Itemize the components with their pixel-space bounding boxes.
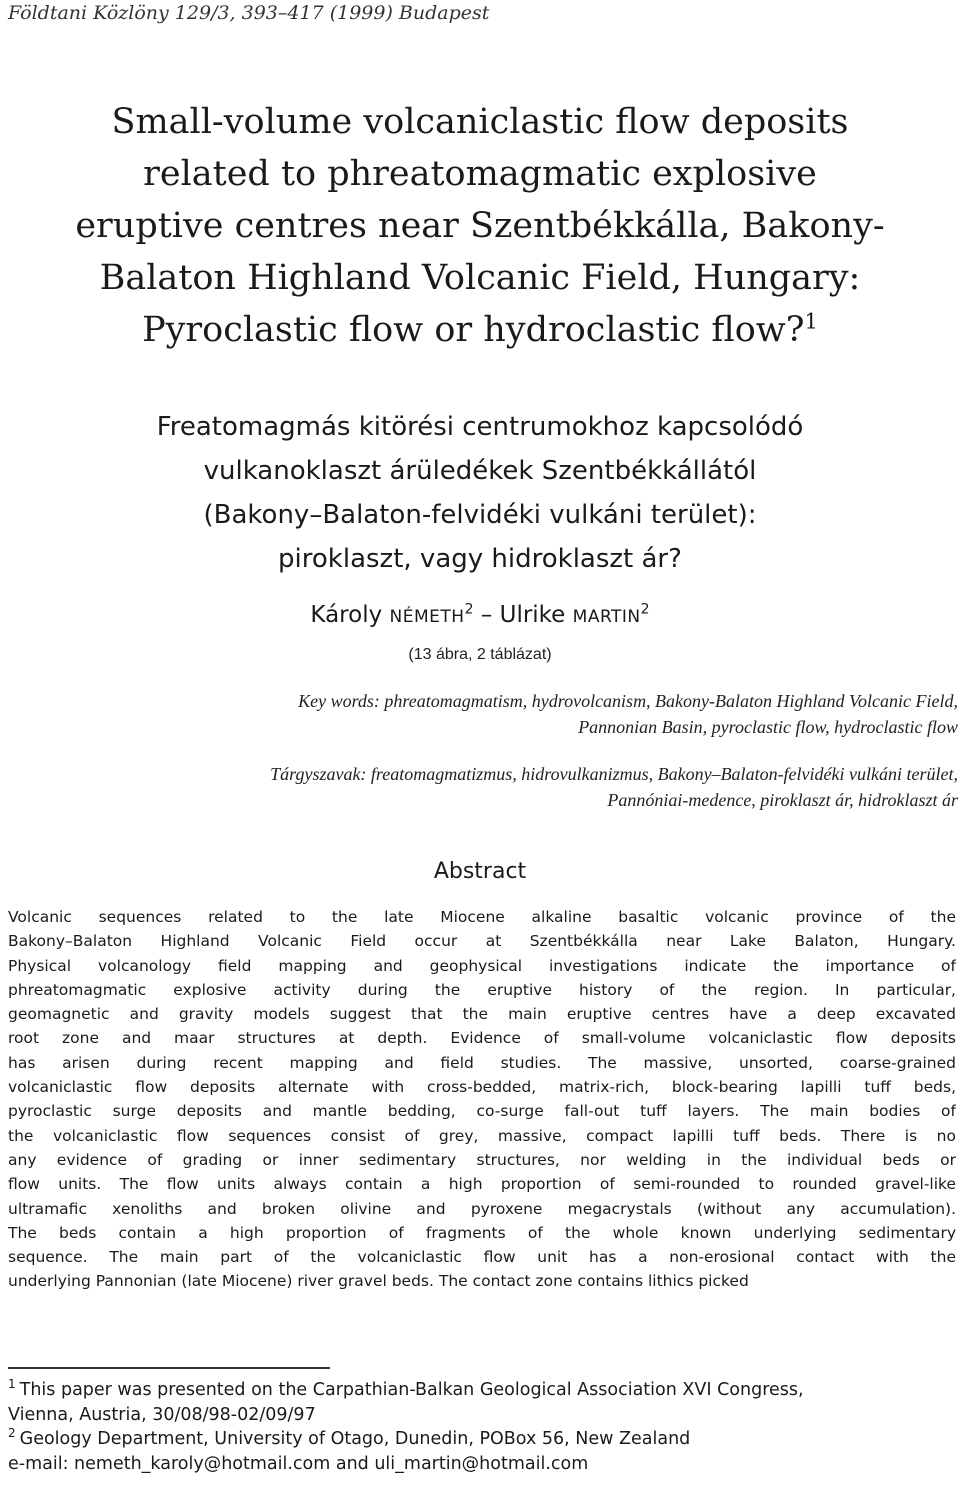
abstract-line: Volcanic sequences related to the late Miocene alkaline basaltic volcanic province of the (8, 908, 956, 926)
abstract-line: The beds contain a high proportion of fragments of the whole known underlying sedimentary (8, 1223, 956, 1242)
footnotes (8, 1378, 948, 1476)
hungarian-title (0, 405, 960, 581)
keywords-english (30, 688, 958, 740)
title-line: Pyroclastic flow or hydroclastic flow? (142, 310, 805, 350)
footnote-rule (8, 1367, 330, 1369)
abstract-line: flow units. The flow units always contain a high proportion of semi-rounded to rounded gravel-like (8, 1175, 956, 1194)
author1-first: Károly (310, 602, 383, 628)
hungarian-title-line: vulkanoklaszt árüledékek Szentbékkállától (203, 456, 757, 486)
footnote-2-mark: 2 (8, 1426, 16, 1441)
abstract-line: volcaniclastic flow deposits alternate with cross-bedded, matrix-rich, block-bearing lapilli tuff beds, (8, 1078, 956, 1097)
author-line (0, 602, 960, 628)
keywords-line: Pannonian Basin, pyroclastic flow, hydroclastic flow (578, 717, 958, 737)
footnote-1-continued: Vienna, Austria, 30/08/98-02/09/97 (8, 1404, 316, 1425)
footnote-2 (8, 1427, 948, 1452)
abstract-line: pyroclastic surge deposits and mantle bedding, co-surge fall-out tuff layers. The main bodies of (8, 1102, 956, 1121)
figure-table-count: (13 ábra, 2 táblázat) (408, 646, 552, 663)
author2-last: MARTIN (572, 607, 641, 627)
abstract-line: geomagnetic and gravity models suggest that the main eruptive centres have a deep excavated (8, 1005, 956, 1024)
footnote-1-text: This paper was presented on the Carpathian-Balkan Geological Association XVI Congress, (19, 1380, 804, 1400)
title-line: Small-volume volcaniclastic flow deposits (111, 102, 849, 142)
abstract-line: Bakony–Balaton Highland Volcanic Field occur at Szentbékkálla near Lake Balaton, Hungary. (8, 932, 956, 951)
title-line: related to phreatomagmatic explosive (143, 154, 817, 194)
hungarian-title-line: Freatomagmás kitörési centrumokhoz kapcsolódó (156, 412, 804, 442)
abstract-line: any evidence of grading or inner sedimentary structures, nor welding in the individual beds or (8, 1150, 956, 1169)
hungarian-title-line: piroklaszt, vagy hidroklaszt ár? (278, 544, 682, 574)
title-line: eruptive centres near Szentbékkálla, Bakony- (75, 206, 885, 246)
author-separator: – (480, 602, 493, 628)
keywords-hungarian (30, 761, 958, 813)
keywords-line: Key words: phreatomagmatism, hydrovolcanism, Bakony-Balaton Highland Volcanic Field, (298, 691, 958, 711)
title-line-last (0, 304, 960, 356)
author1-mark: 2 (464, 601, 474, 618)
footnote-2-text: Geology Department, University of Otago, Dunedin, POBox 56, New Zealand (19, 1429, 691, 1449)
hungarian-title-line: (Bakony–Balaton-felvidéki vulkáni terület): (203, 500, 757, 530)
footnote-2-email: e-mail: nemeth_karoly@hotmail.com and uli_martin@hotmail.com (8, 1453, 589, 1474)
abstract-line: ultramafic xenoliths and broken olivine and pyroxene megacrystals (without any accumulation). (8, 1199, 956, 1218)
keywords-line: Pannóniai-medence, piroklaszt ár, hidroklaszt ár (607, 790, 958, 810)
abstract-heading: Abstract (433, 859, 527, 884)
abstract-line: the volcaniclastic flow sequences consist of grey, massive, compact lapilli tuff beds. There is no (8, 1126, 956, 1145)
abstract-line: phreatomagmatic explosive activity during the eruptive history of the region. In particular, (8, 980, 956, 999)
abstract-body (8, 905, 956, 1294)
author1-last: NÉMETH (389, 607, 465, 627)
journal-citation: Földtani Közlöny 129/3, 393–417 (1999) Budapest (8, 2, 490, 24)
title-line: Balaton Highland Volcanic Field, Hungary: (99, 258, 861, 298)
footnote-1 (8, 1378, 948, 1403)
keywords-line: Tárgyszavak: freatomagmatizmus, hidrovulkanizmus, Bakony–Balaton-felvidéki vulkáni terület, (270, 764, 958, 784)
title-footnote-mark: 1 (804, 309, 818, 334)
abstract-line: root zone and maar structures at depth. Evidence of small-volume volcaniclastic flow deposits (8, 1029, 956, 1048)
footnote-1-mark: 1 (8, 1377, 16, 1392)
abstract-line: underlying Pannonian (late Miocene) river gravel beds. The contact zone contains lithics picked (8, 1272, 749, 1291)
paper-title (0, 96, 960, 356)
abstract-line: sequence. The main part of the volcaniclastic flow unit has a non-erosional contact with the (8, 1248, 956, 1267)
abstract-line: has arisen during recent mapping and field studies. The massive, unsorted, coarse-grained (8, 1053, 956, 1072)
abstract-line: Physical volcanology field mapping and geophysical investigations indicate the importance of (8, 956, 956, 975)
author2-mark: 2 (640, 601, 650, 618)
author2-first: Ulrike (499, 602, 566, 628)
